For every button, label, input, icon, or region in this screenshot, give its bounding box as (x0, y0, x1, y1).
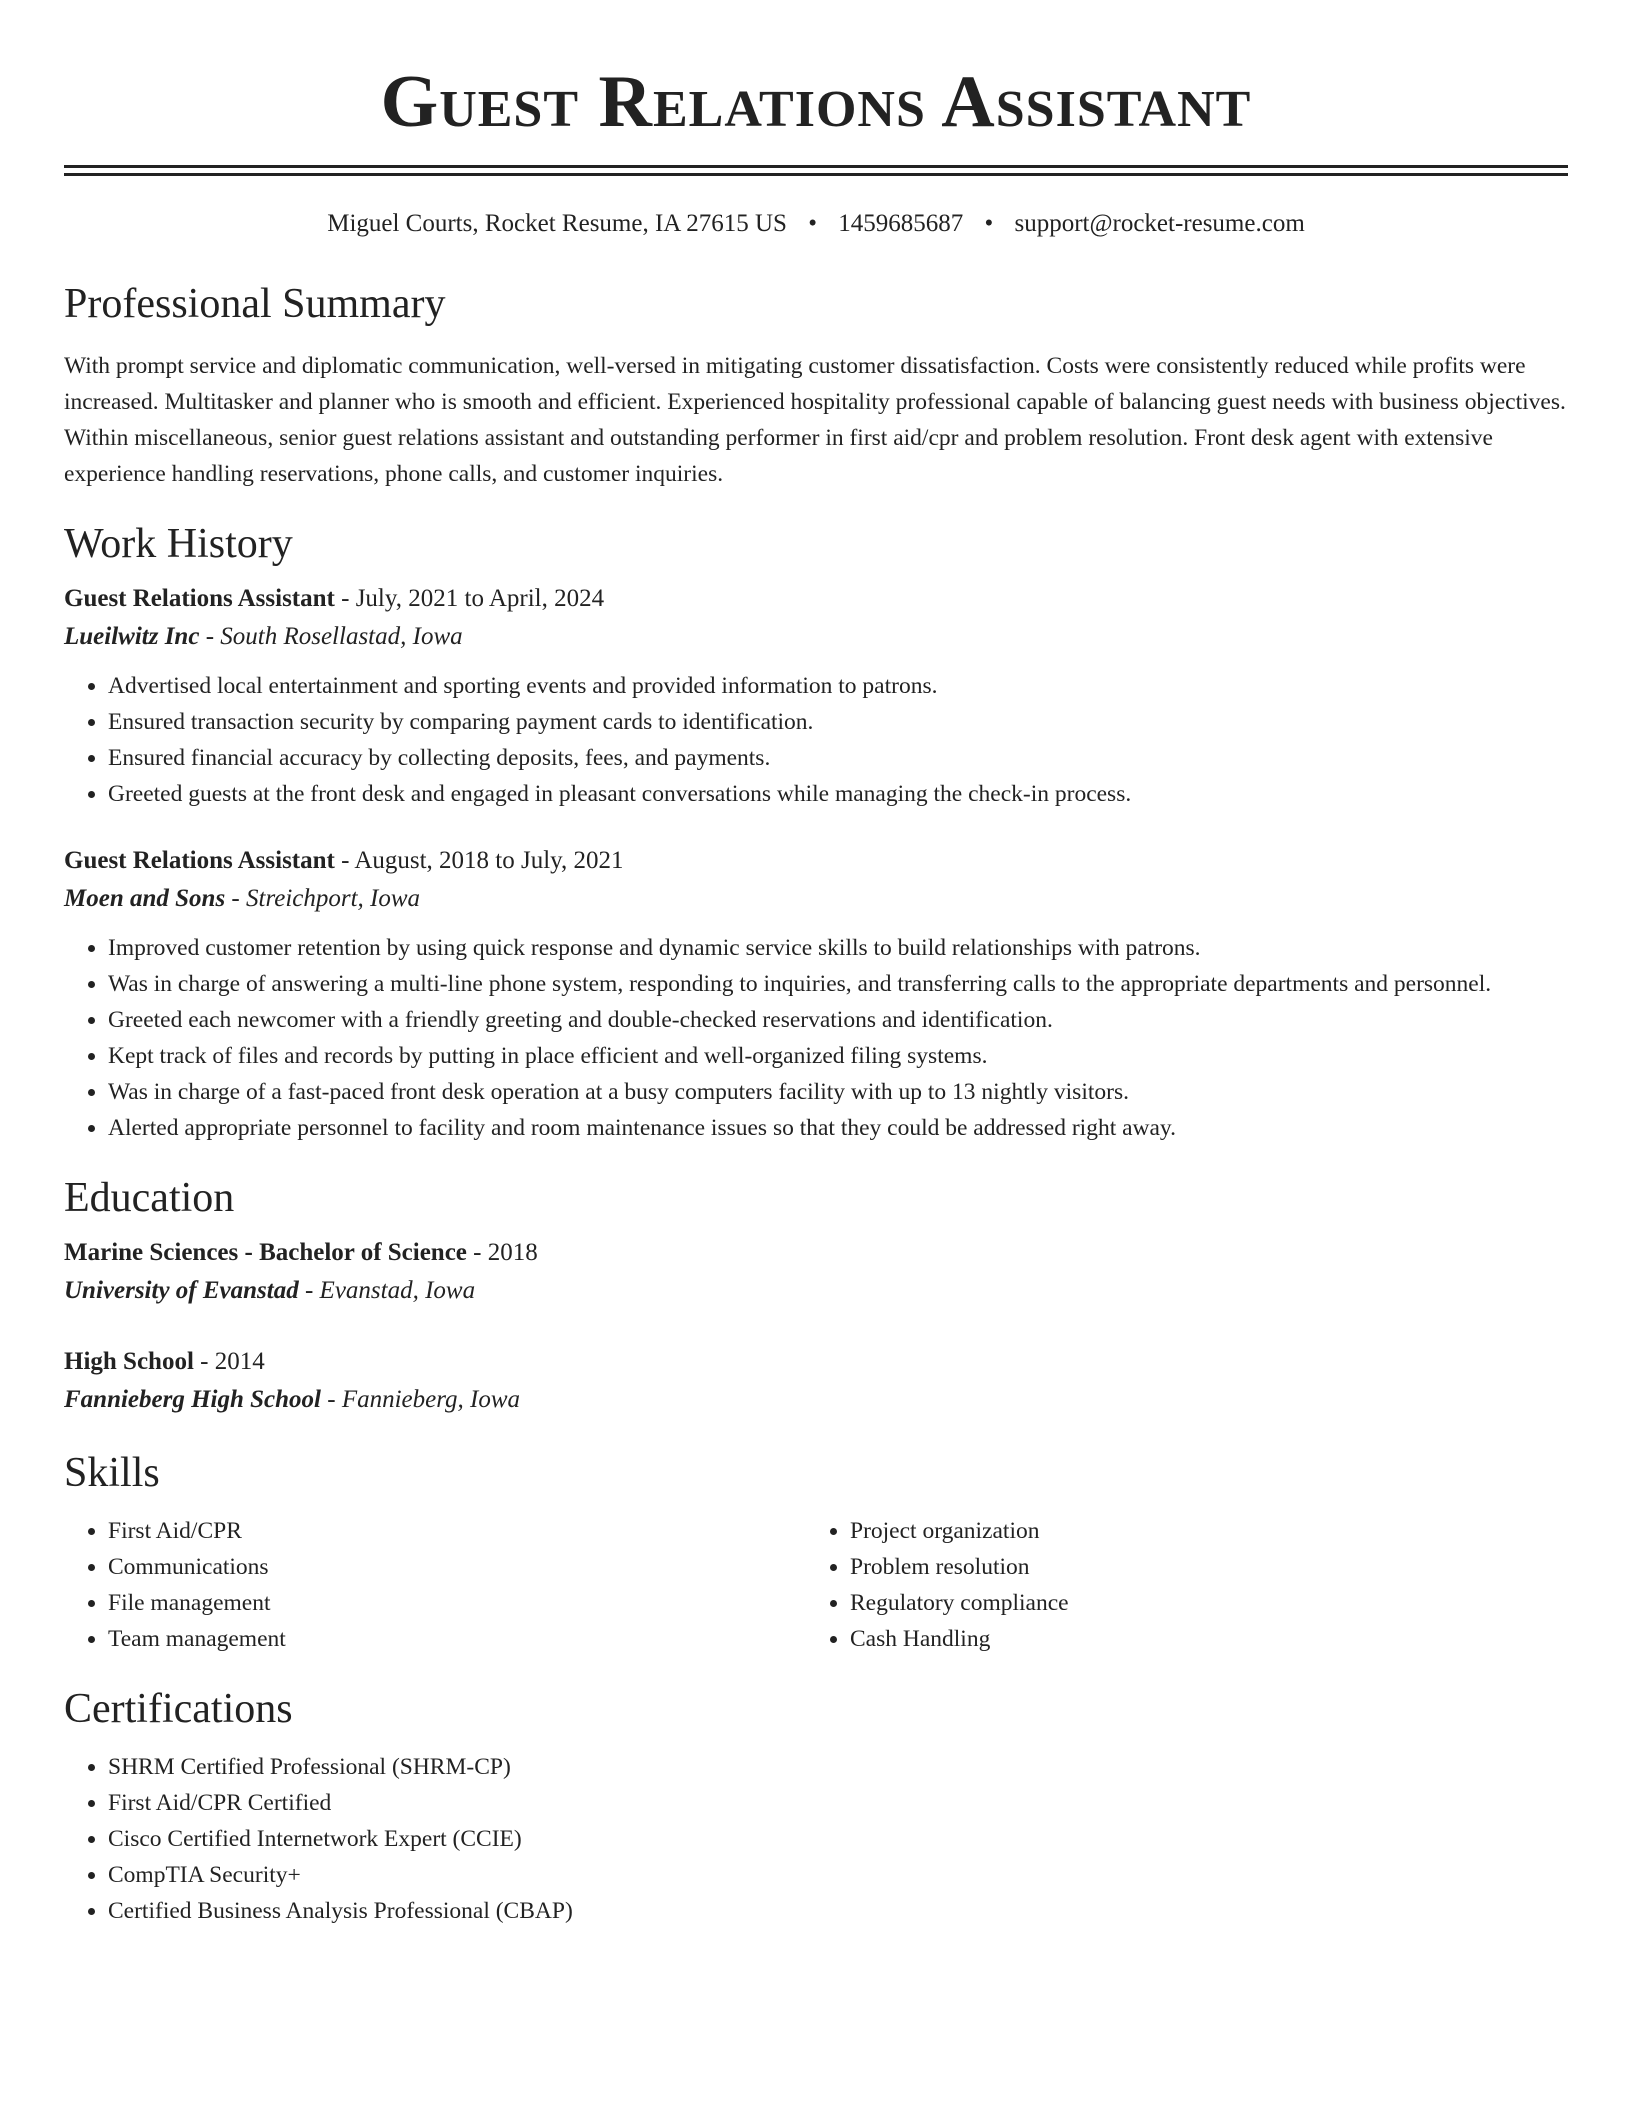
list-item: • First Aid/CPR Certified (108, 1785, 1568, 1821)
job-dates: - August, 2018 to July, 2021 (334, 847, 624, 874)
job-bullets (64, 668, 1568, 812)
skills-right-column (806, 1513, 1548, 1657)
contact-separator: • (984, 210, 994, 237)
list-item: • First Aid/CPR (108, 1513, 806, 1549)
job-location: - South Rosellastad, Iowa (199, 623, 463, 650)
school-name: Fannieberg High School (64, 1386, 321, 1413)
job-company-line (64, 880, 1568, 918)
job-company-line (64, 618, 1568, 656)
list-item: • File management (108, 1585, 806, 1621)
list-item: • Communications (108, 1549, 806, 1585)
job-entry (64, 842, 1568, 1146)
job-title-line (64, 580, 1568, 618)
list-item: • Alerted appropriate personnel to facility and room maintenance issues so that they could be addressed right away. (108, 1110, 1568, 1146)
certifications-section (64, 1681, 1568, 1929)
degree-name: High School (64, 1348, 194, 1375)
job-location: - Streichport, Iowa (225, 885, 421, 912)
degree-year: - 2014 (193, 1348, 265, 1375)
job-title: Guest Relations Assistant (64, 585, 335, 612)
certifications-list (64, 1749, 1568, 1929)
list-item: • Was in charge of a fast-paced front desk operation at a busy computers facility with up to 13 nightly visitors. (108, 1074, 1568, 1110)
summary-heading: Professional Summary (64, 281, 446, 327)
job-title-line (64, 842, 1568, 880)
list-item: • Regulatory compliance (850, 1585, 1548, 1621)
contact-separator: • (808, 210, 817, 237)
contact-phone: 1459685687 (838, 210, 964, 237)
work-history-section (64, 516, 1568, 1146)
certifications-heading: Certifications (64, 1686, 293, 1732)
education-entry (64, 1343, 1568, 1419)
list-item: • Problem resolution (850, 1549, 1548, 1585)
list-item: • SHRM Certified Professional (SHRM-CP) (108, 1749, 1568, 1785)
job-entry (64, 580, 1568, 812)
contact-email: support@rocket-resume.com (1014, 210, 1305, 237)
degree-year: - 2018 (466, 1239, 538, 1266)
list-item: • Cash Handling (850, 1621, 1548, 1657)
list-item: • Team management (108, 1621, 806, 1657)
education-heading: Education (64, 1175, 235, 1221)
resume-title: Guest Relations Assistant (380, 61, 1252, 143)
list-item: • Greeted guests at the front desk and engaged in pleasant conversations while managing the check-in process. (108, 776, 1568, 812)
list-item: • Project organization (850, 1513, 1548, 1549)
job-bullets (64, 930, 1568, 1146)
list-item: • CompTIA Security+ (108, 1857, 1568, 1893)
job-company: Moen and Sons (64, 885, 226, 912)
skills-grid (64, 1513, 1568, 1657)
degree-name: Marine Sciences - Bachelor of Science (64, 1239, 467, 1266)
job-company: Lueilwitz Inc (64, 623, 200, 650)
list-item: • Ensured transaction security by comparing payment cards to identification. (108, 704, 1568, 740)
skills-section (64, 1445, 1568, 1657)
job-title: Guest Relations Assistant (64, 847, 335, 874)
degree-line (64, 1343, 1568, 1381)
skills-left-column (64, 1513, 806, 1657)
summary-text: With prompt service and diplomatic communication, well-versed in mitigating customer dissatisfaction. Costs were consistently reduced while profits were increased. Multitasker and planner who is smooth and efficient. Experienced hospitality professional capable of balancing guest needs with business objectives. Within miscellaneous, senior guest relations assistant and outstanding performer in first aid/cpr and problem resolution. Front desk agent with extensive experience handling reservations, phone calls, and customer inquiries. (64, 353, 1566, 487)
contact-address: Miguel Courts, Rocket Resume, IA 27615 US (327, 210, 787, 237)
work-history-heading: Work History (64, 521, 293, 567)
school-location: - Evanstad, Iowa (298, 1277, 476, 1304)
list-item: • Certified Business Analysis Professional (CBAP) (108, 1893, 1568, 1929)
degree-line (64, 1234, 1568, 1272)
school-name: University of Evanstad (64, 1277, 299, 1304)
list-item: • Greeted each newcomer with a friendly greeting and double-checked reservations and identification. (108, 1002, 1568, 1038)
education-entry (64, 1234, 1568, 1310)
school-line (64, 1272, 1568, 1310)
contact-line (64, 206, 1568, 242)
list-item: • Cisco Certified Internetwork Expert (CCIE) (108, 1821, 1568, 1857)
list-item: • Improved customer retention by using quick response and dynamic service skills to build relationships with patrons. (108, 930, 1568, 966)
school-location: - Fannieberg, Iowa (321, 1386, 521, 1413)
list-item: • Was in charge of answering a multi-line phone system, responding to inquiries, and transferring calls to the appropriate departments and personnel. (108, 966, 1568, 1002)
skills-heading: Skills (64, 1450, 160, 1496)
summary-section (64, 276, 1568, 492)
education-section (64, 1170, 1568, 1419)
title-double-rule (64, 165, 1568, 176)
list-item: • Ensured financial accuracy by collecting deposits, fees, and payments. (108, 740, 1568, 776)
list-item: • Kept track of files and records by putting in place efficient and well-organized filing systems. (108, 1038, 1568, 1074)
job-dates: - July, 2021 to April, 2024 (334, 585, 605, 612)
school-line (64, 1381, 1568, 1419)
list-item: • Advertised local entertainment and sporting events and provided information to patrons. (108, 668, 1568, 704)
